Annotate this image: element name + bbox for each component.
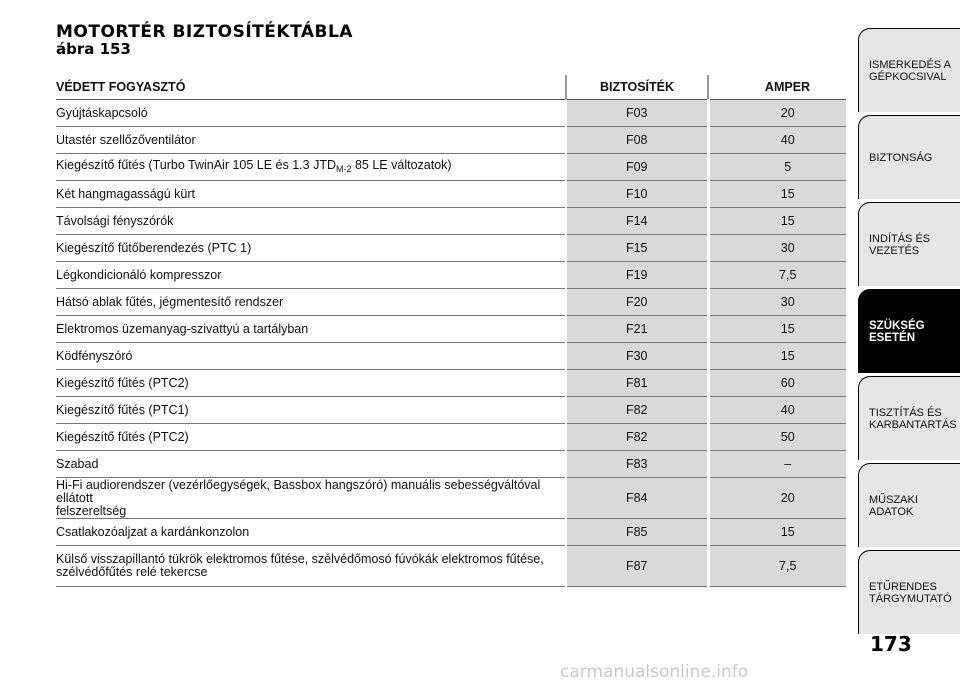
consumer-cell: Kiegészítő fűtés (PTC1) [56, 397, 566, 424]
table-row [56, 154, 846, 181]
column-header-fuse: BIZTOSÍTÉK [566, 75, 708, 100]
table-row [56, 262, 846, 289]
table-row [56, 100, 846, 127]
fuse-cell: F87 [566, 546, 708, 587]
table-row [56, 478, 846, 519]
consumer-cell: Gyújtáskapcsoló [56, 100, 566, 127]
consumer-cell [56, 546, 566, 587]
table-row [56, 343, 846, 370]
chapter-tab-label: INDÍTÁS ÉS VEZETÉS [869, 232, 931, 257]
amp-cell: 60 [708, 370, 846, 397]
amp-cell: 15 [708, 181, 846, 208]
consumer-text-line2: felszereltség [56, 503, 127, 518]
fuse-cell: F83 [566, 451, 708, 478]
consumer-text: Külső visszapillantó tükrök elektromos fűtése, szélvédőmosó fúvókák elektromos fűtése, [56, 552, 544, 566]
chapter-sidebar [858, 28, 960, 637]
fuse-cell: F21 [566, 316, 708, 343]
consumer-text: Kiegészítő fűtés (Turbo TwinAir 105 LE és 1.3 JTD [56, 157, 336, 172]
consumer-cell: Kiegészítő fűtőberendezés (PTC 1) [56, 235, 566, 262]
consumer-cell: Utastér szellőzőventilátor [56, 127, 566, 154]
table-header-row [56, 75, 846, 100]
tab-label-line2: KARBANTARTÁS [869, 418, 957, 431]
amp-cell: 30 [708, 235, 846, 262]
fuse-cell: F15 [566, 235, 708, 262]
amp-cell: 20 [708, 478, 846, 519]
consumer-cell [56, 154, 566, 181]
amp-cell: 15 [708, 343, 846, 370]
table-row [56, 289, 846, 316]
table-row [56, 451, 846, 478]
fuse-cell: F30 [566, 343, 708, 370]
consumer-subscript: M-2 [336, 163, 352, 174]
consumer-cell: Kiegészítő fűtés (PTC2) [56, 424, 566, 451]
table-row [56, 424, 846, 451]
fuse-cell: F84 [566, 478, 708, 519]
consumer-cell: Két hangmagasságú kürt [56, 181, 566, 208]
amp-cell: 5 [708, 154, 846, 181]
chapter-tab-label: SZÜKSÉG ESETÉN [869, 319, 925, 344]
amp-cell: 7,5 [708, 546, 846, 587]
consumer-cell: Szabad [56, 451, 566, 478]
chapter-tab-label: MŰSZAKI ADATOK [869, 493, 918, 518]
amp-cell: 15 [708, 519, 846, 546]
fuse-cell: F82 [566, 424, 708, 451]
chapter-tab-szukseg-active[interactable] [858, 289, 960, 373]
chapter-tab-biztonsag[interactable] [858, 115, 960, 199]
amp-cell: – [708, 451, 846, 478]
tab-label-line1: TISZTÍTÁS ÉS [869, 406, 942, 419]
chapter-tab-label: BIZTONSÁG [869, 151, 933, 164]
table-row [56, 370, 846, 397]
amp-cell: 40 [708, 397, 846, 424]
fuse-cell: F82 [566, 397, 708, 424]
column-header-consumer: VÉDETT FOGYASZTÓ [56, 75, 566, 100]
chapter-tab-label [869, 581, 952, 605]
tab-label-line1: ETŰRENDES [869, 580, 937, 593]
consumer-text-line2: szélvédőfűtés relé tekercse [56, 565, 208, 579]
chapter-tab-tisztitas[interactable] [858, 376, 960, 460]
chapter-tab-ismerkedes[interactable] [858, 28, 960, 112]
fuse-cell: F19 [566, 262, 708, 289]
table-row [56, 519, 846, 546]
table-row [56, 546, 846, 587]
consumer-cell [56, 478, 566, 519]
amp-cell: 15 [708, 208, 846, 235]
consumer-cell: Távolsági fényszórók [56, 208, 566, 235]
chapter-tab-label [869, 59, 951, 83]
table-row [56, 235, 846, 262]
table-row [56, 316, 846, 343]
fuse-cell: F20 [566, 289, 708, 316]
consumer-cell: Ködfényszóró [56, 343, 566, 370]
column-header-amper: AMPER [708, 75, 846, 100]
chapter-tab-muszaki[interactable] [858, 463, 960, 547]
table-row [56, 181, 846, 208]
amp-cell: 7,5 [708, 262, 846, 289]
amp-cell: 30 [708, 289, 846, 316]
tab-label-line2: TÁRGYMUTATÓ [869, 592, 952, 605]
watermark: carmanualsonline.info [560, 662, 749, 682]
fuse-cell: F10 [566, 181, 708, 208]
consumer-cell: Kiegészítő fűtés (PTC2) [56, 370, 566, 397]
consumer-cell: Csatlakozóaljzat a kardánkonzolon [56, 519, 566, 546]
amp-cell: 15 [708, 316, 846, 343]
fuse-table [56, 75, 846, 587]
chapter-tab-targymutato[interactable] [858, 550, 960, 634]
consumer-cell: Hátsó ablak fűtés, jégmentesítő rendszer [56, 289, 566, 316]
consumer-text: Hi-Fi audiorendszer (vezérlőegységek, Bassbox hangszóró) manuális sebességváltóval ellátott [56, 477, 541, 505]
chapter-tab-inditas[interactable] [858, 202, 960, 286]
consumer-cell: Elektromos üzemanyag-szivattyú a tartályban [56, 316, 566, 343]
amp-cell: 50 [708, 424, 846, 451]
table-row [56, 397, 846, 424]
chapter-tab-label [869, 407, 957, 431]
amp-cell: 40 [708, 127, 846, 154]
fuse-cell: F09 [566, 154, 708, 181]
table-row [56, 208, 846, 235]
consumer-text-end: 85 LE változatok) [351, 157, 452, 172]
fuse-cell: F81 [566, 370, 708, 397]
table-row [56, 127, 846, 154]
fuse-cell: F85 [566, 519, 708, 546]
page-subtitle: ábra 153 [56, 40, 131, 58]
page-number: 173 [870, 632, 912, 656]
consumer-cell: Légkondicionáló kompresszor [56, 262, 566, 289]
fuse-cell: F03 [566, 100, 708, 127]
fuse-cell: F14 [566, 208, 708, 235]
tab-label-line2: GÉPKOCSIVAL [869, 70, 947, 83]
page-title: MOTORTÉR BIZTOSÍTÉKTÁBLA [56, 22, 353, 42]
fuse-cell: F08 [566, 127, 708, 154]
tab-label-line1: ISMERKEDÉS A [869, 58, 951, 71]
amp-cell: 20 [708, 100, 846, 127]
